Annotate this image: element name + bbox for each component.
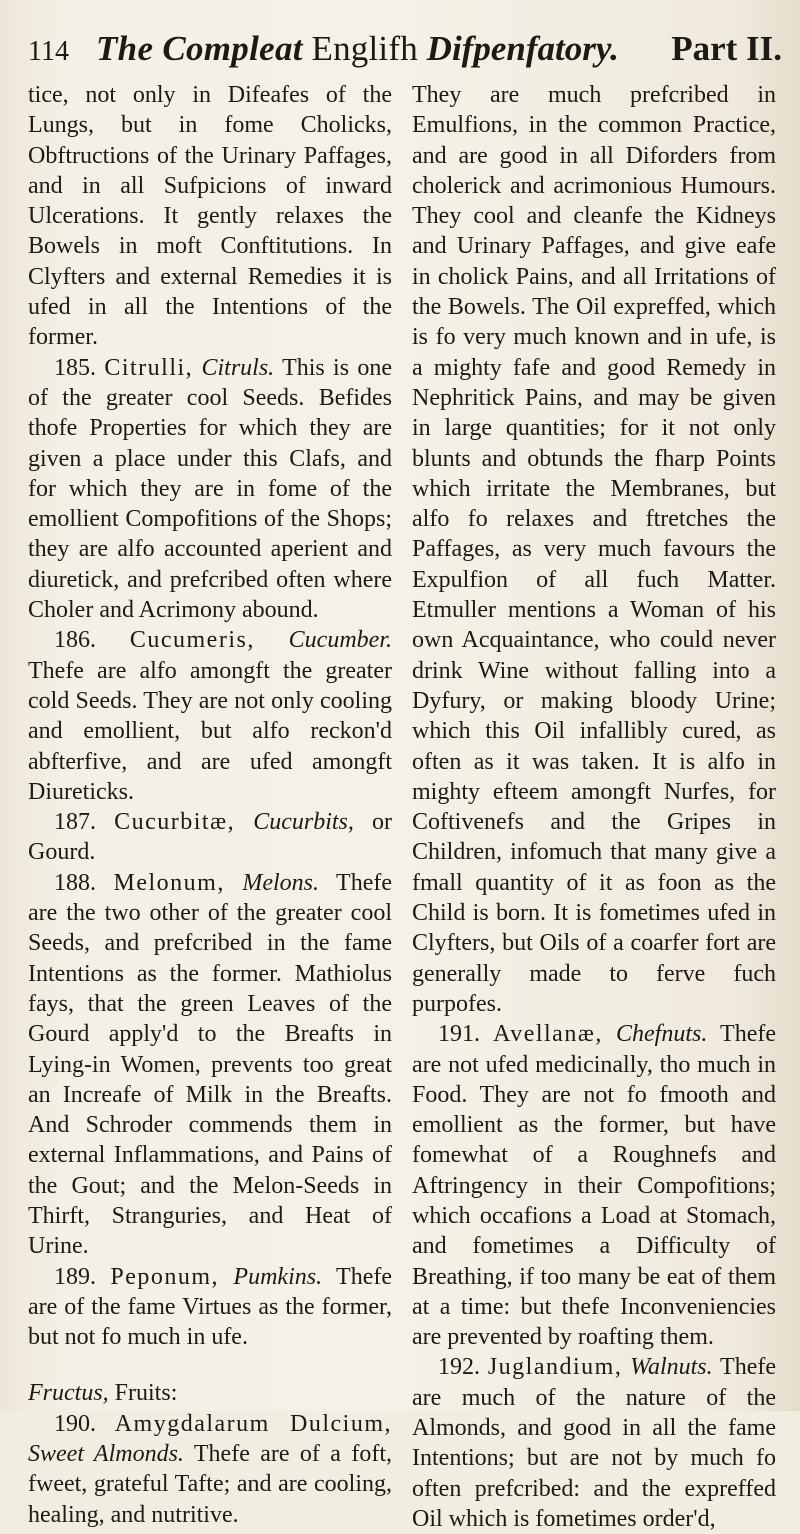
entry-186: 186. Cucumeris, Cucumber. Thefe are alfo amongft the greater cold Seeds. They are not only cooling and emollient, but alfo reckon'd abfterfive, and are ufed amongft Diureticks. [28,627,392,805]
entry-english-name: Pumkins. [233,1263,323,1290]
entry-english-name: Citruls. [201,354,275,381]
entry-latin-name: Cucurbitæ, [114,809,236,836]
entry-latin-name: Cucumeris, [129,627,255,654]
paragraph-continued: tice, not only in Difeafes of the Lungs, but in fome Cholicks, Obftructions of the Urinary Paffages, and in all Sufpicions of inward Ulcerations. It gently relaxes the Bowels in moft Conftitutions. In Clyfters and external Remedies it is ufed in all the Intentions of the former. [28,82,392,351]
entry-189: 189. Peponum, Pumkins. Thefe are of the fame Virtues as the former, but not fo much in ufe. [28,1263,392,1351]
entry-latin-name: Amygdalarum Dulcium, [114,1410,392,1437]
entry-english-name: Cucumber. [288,627,392,654]
header-title-italic: The Compleat [96,29,303,68]
right-column [412,80,776,1534]
entry-latin-name: Peponum, [110,1263,220,1290]
header-part: Part II. [671,29,782,68]
entry-english-name: Melons. [242,869,319,896]
left-column [28,80,392,1530]
entry-english-name: Cucurbits, [253,809,354,836]
entry-latin-name: Juglandium, [487,1354,623,1381]
entry-185: 185. Citrulli, Citruls. This is one of the greater cool Seeds. Befides thofe Properties for which they are given a place under this Clafs, and for which they are in fome of the emollient Compofitions of the Shops; they are alfo accounted aperient and diuretick, and prefcribed often where Choler and Acrimony abound. [28,354,393,624]
entry-latin-name: Avellanæ, [493,1021,603,1048]
paragraph-continued: They are much prefcribed in Emulfions, in the common Practice, and are good in all Diforders from cholerick and acrimonious Humours. They cool and cleanfe the Kidneys and Urinary Paffages, and give eafe in cholick Pains, and all Irritations of the Bowels. The Oil expreffed, which is fo very much known and in ufe, is a mighty fafe and good Remedy in Nephritick Pains, and may be given in large quantities; for it not only blunts and obtunds the fharp Points which irritate the Membranes, but alfo fo relaxes and ftretches the Paffages, as very much favours the Expulfion of all fuch Matter. Etmuller mentions a Woman of his own Acquaintance, who could never drink Wine without falling into a Dyfury, or making bloody Urine; which this Oil infallibly cured, as often as it was taken. It is alfo in mighty efteem amongft Nurfes, for Coftivenefs and the Gripes in Children, infomuch that many give a fmall quantity of it as foon as the Child is born. It is fometimes ufed in Clyfters, but Oils of a coarfer fort are generally made to ferve fuch purpofes. [412,82,776,1017]
entry-english-name: Walnuts. [630,1354,713,1381]
entry-192: 192. Juglandium, Walnuts. Thefe are much of the nature of the Almonds, and good in all the fame Intentions; but are not by much fo often prefcribed: and the expreffed Oil which is fometimes order'd, [412,1354,776,1532]
entry-188: 188. Melonum, Melons. Thefe are the two other of the greater cool Seeds, and prefcribed in the fame Intentions as the former. Mathiolus fays, that the green Leaves of the Gourd apply'd to the Breafts in Lying-in Women, prevents too great an Increafe of Milk in the Breafts. And Schroder commends them in external Inflammations, and Pains of the Gout; and the Melon-Seeds in Thirft, Stranguries, and Heat of Urine. [28,869,393,1260]
running-header [28,20,782,78]
entry-latin-name: Citrulli, [104,354,194,381]
entry-english-name: Chefnuts. [615,1021,708,1048]
entry-191: 191. Avellanæ, Chefnuts. Thefe are not ufed medicinally, tho much in Food. They are not fo fmooth and emollient as the former, but have fomewhat of a Roughnefs and Aftringency in their Compofitions; which occafions a Load at Stomach, and fometimes a Difficulty of Breathing, if too many be eat of them at a time: but thefe Inconveniencies are prevented by roafting them. [412,1021,776,1351]
entry-187: 187. Cucurbitæ, Cucurbits, or Gourd. [28,809,393,866]
page-number: 114 [28,36,69,67]
entry-english-name: Sweet Almonds. [28,1441,184,1468]
entry-latin-name: Melonum, [113,869,225,896]
header-title-roman: Englifh [311,29,418,68]
header-title-italic-2: Difpenfatory. [426,29,619,68]
entry-190: 190. Amygdalarum Dulcium, Sweet Almonds. Thefe are of a foft, fweet, grateful Tafte; and are cooling, healing, and nutritive. [28,1410,392,1528]
section-heading-fructus: Fructus, Fruits: [28,1380,178,1407]
